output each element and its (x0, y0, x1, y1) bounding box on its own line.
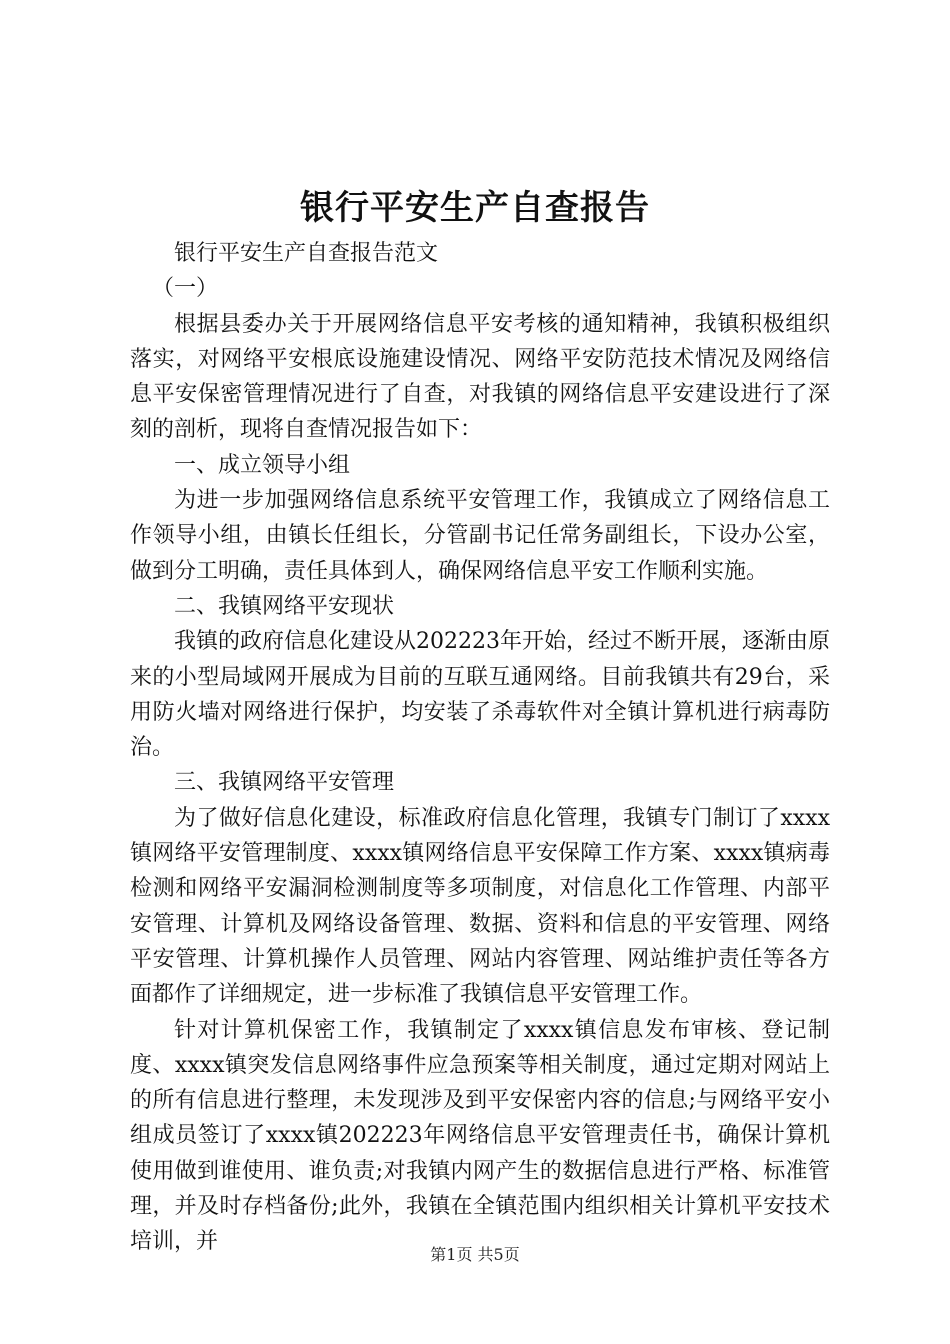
document-body (130, 236, 830, 1260)
section-marker: （一） (152, 276, 219, 302)
document-title: 银行平安生产自查报告 (300, 188, 650, 228)
body-paragraph: 针对计算机保密工作，我镇制定了xxxx镇信息发布审核、登记制度、xxxx镇突发信息网络事件应急预案等相关制度，通过定期对网站上的所有信息进行整理，未发现涉及到平安保密内容的信息;与网络平安小组成员签订了xxxx镇202223年网络信息平安管理责任书，确保计算机使用做到谁使用、谁负责;对我镇内网产生的数据信息进行严格、标准管理，并及时存档备份;此外，我镇在全镇范围内组织相关计算机平安技术培训，并 (130, 1017, 830, 1255)
body-paragraph: 我镇的政府信息化建设从202223年开始，经过不断开展，逐渐由原来的小型局域网开展成为目前的互联互通网络。目前我镇共有29台，采用防火墙对网络进行保护，均安装了杀毒软件对全镇计算机进行病毒防治。 (130, 629, 830, 761)
body-paragraph: 为了做好信息化建设，标准政府信息化管理，我镇专门制订了xxxx镇网络平安管理制度、xxxx镇网络信息平安保障工作方案、xxxx镇病毒检测和网络平安漏洞检测制度等多项制度，对信息化工作管理、内部平安管理、计算机及网络设备管理、数据、资料和信息的平安管理、网络平安管理、计算机操作人员管理、网站内容管理、网站维护责任等各方面都作了详细规定，进一步标准了我镇信息平安管理工作。 (130, 805, 830, 1008)
section-heading: 一、成立领导小组 (174, 452, 351, 478)
subtitle-paragraph: 银行平安生产自查报告范文 (174, 241, 439, 266)
body-paragraph: 为进一步加强网络信息系统平安管理工作，我镇成立了网络信息工作领导小组，由镇长任组长，分管副书记任常务副组长，下设办公室，做到分工明确，责任具体到人，确保网络信息平安工作顺利实施。 (130, 488, 830, 584)
body-paragraph: 根据县委办关于开展网络信息平安考核的通知精神，我镇积极组织落实，对网络平安根底设施建设情况、网络平安防范技术情况及网络信息平安保密管理情况进行了自查，对我镇的网络信息平安建设进行了深刻的剖析，现将自查情况报告如下： (130, 311, 830, 443)
page-footer: 第1页 共5页 (430, 1245, 520, 1264)
section-heading: 二、我镇网络平安现状 (174, 593, 395, 619)
section-heading: 三、我镇网络平安管理 (174, 770, 395, 796)
